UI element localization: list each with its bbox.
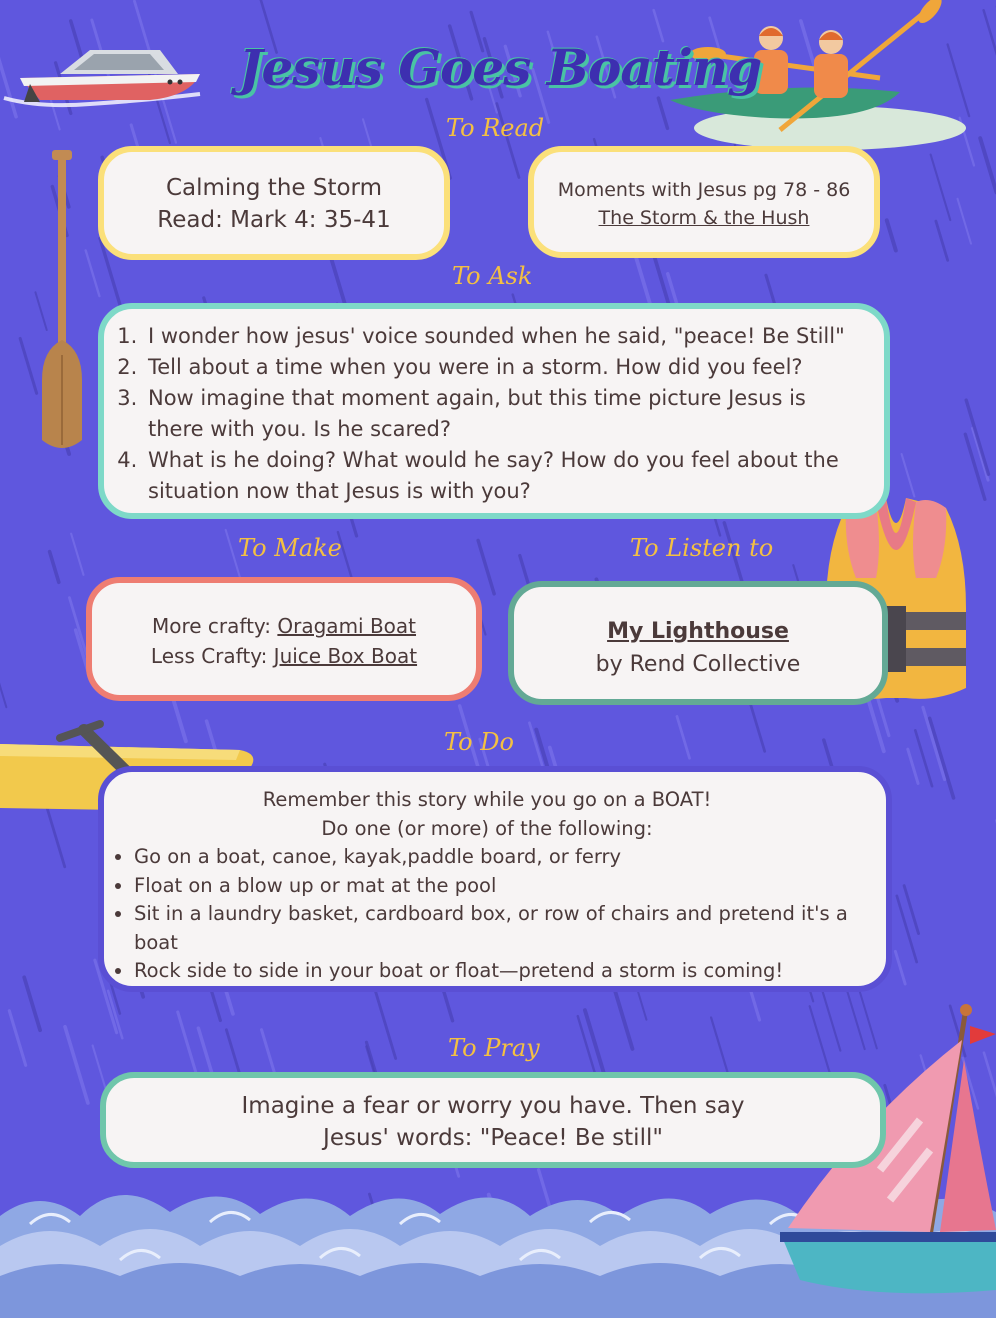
ask-item: 2. Tell about a time when you were in a storm. How did you feel?	[144, 352, 868, 383]
juice-box-boat-link[interactable]: Juice Box Boat	[273, 644, 418, 668]
speedboat-icon	[0, 38, 220, 118]
make-line2-prefix: Less Crafty:	[150, 644, 274, 668]
make-line2	[92, 641, 476, 671]
section-label-listen: To Listen to	[630, 534, 774, 562]
storm-hush-link[interactable]: The Storm & the Hush	[598, 207, 810, 229]
listen-card	[508, 581, 888, 705]
do-intro1: Remember this story while you go on a BOAT!	[262, 788, 712, 811]
do-item: • Sit in a laundry basket, cardboard box, or row of chairs and pretend it's a boat	[134, 900, 868, 957]
do-list	[106, 843, 868, 986]
pray-card	[100, 1072, 886, 1168]
section-label-make: To Make	[238, 534, 342, 562]
make-line1	[92, 611, 476, 641]
song-link[interactable]: My Lighthouse	[607, 619, 789, 644]
ask-card	[98, 303, 890, 519]
read-card-right	[528, 146, 880, 258]
do-item: • Rock side to side in your boat or float—pretend a storm is coming!	[134, 957, 868, 986]
section-label-do: To Do	[444, 728, 514, 756]
section-label-pray: To Pray	[448, 1034, 540, 1062]
section-label-read: To Read	[446, 114, 545, 142]
page-title: Jesus Goes Boating	[238, 38, 762, 97]
pray-line1: Imagine a fear or worry you have. Then say	[241, 1093, 745, 1119]
pray-line2: Jesus' words: "Peace! Be still"	[323, 1125, 663, 1151]
read-card-left	[98, 146, 450, 260]
make-card	[86, 577, 482, 701]
section-label-ask: To Ask	[452, 262, 533, 290]
make-line1-prefix: More crafty:	[151, 614, 278, 638]
do-item: • Float on a blow up or mat at the pool	[134, 872, 868, 901]
read-left-line2: Read: Mark 4: 35-41	[157, 207, 391, 233]
ask-list	[106, 321, 868, 507]
do-item: • Go on a boat, canoe, kayak,paddle board, or ferry	[134, 843, 868, 872]
read-left-line1: Calming the Storm	[165, 175, 383, 201]
ask-item: 1. I wonder how jesus' voice sounded when he said, "peace! Be Still"	[144, 321, 868, 352]
oar-icon	[38, 150, 88, 456]
do-intro2: Do one (or more) of the following:	[321, 816, 653, 840]
ask-item: 3. Now imagine that moment again, but this time picture Jesus is there with you. Is he scared?	[144, 383, 868, 445]
do-card	[98, 766, 892, 992]
read-right-line1: Moments with Jesus pg 78 - 86	[557, 179, 851, 201]
song-artist: by Rend Collective	[595, 652, 801, 677]
ask-item: 4. What is he doing? What would he say? How do you feel about the situation now that Jesus is with you?	[144, 445, 868, 507]
origami-boat-link[interactable]: Oragami Boat	[277, 614, 417, 638]
